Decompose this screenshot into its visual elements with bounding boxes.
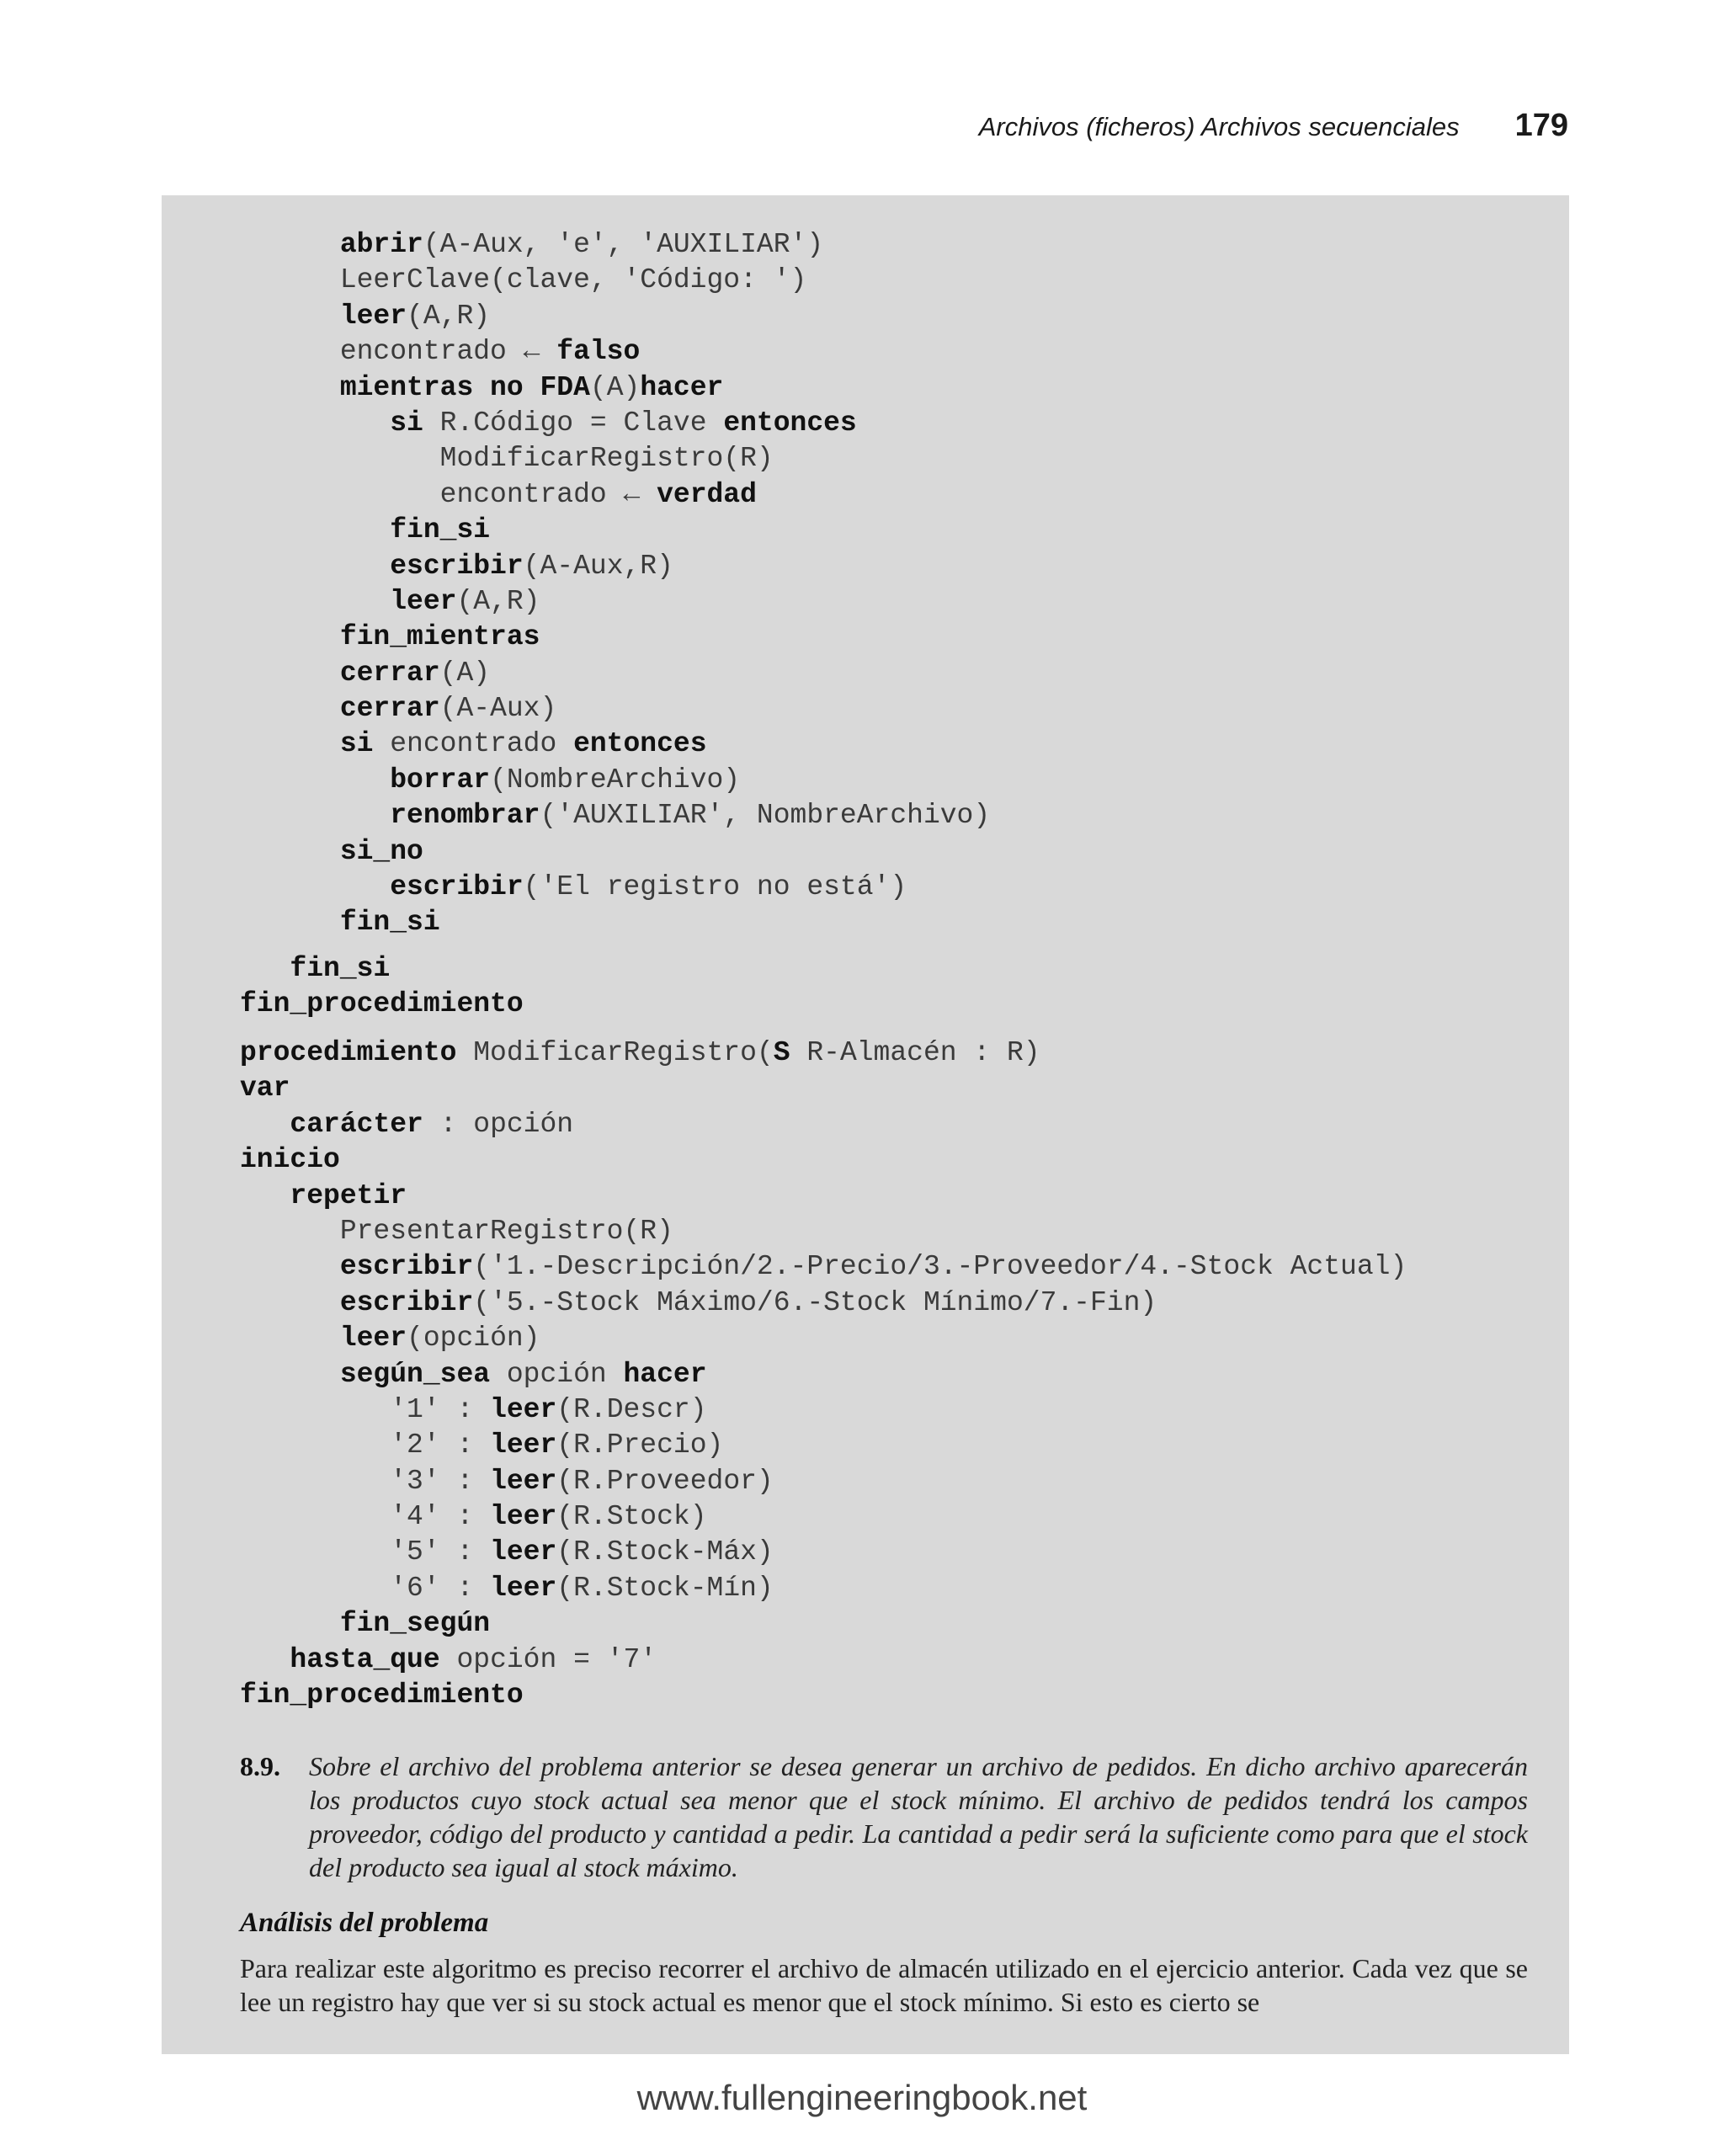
code-line: escribir(A-Aux,R) (390, 550, 673, 582)
code-line: escribir('5.-Stock Máximo/6.-Stock Mínimo/7.-Fin) (339, 1286, 1157, 1318)
code-keyword: repetir (290, 1179, 407, 1211)
code-line (240, 1179, 1553, 1214)
code-keyword: leer (490, 1429, 557, 1461)
page-number: 179 (1514, 108, 1568, 143)
code-block-end (240, 951, 1553, 1023)
code-line (240, 905, 1553, 940)
footer-url: www.fullengineeringbook.net (636, 2078, 1088, 2117)
code-line (240, 1142, 1553, 1178)
running-title: Archivos (ficheros) Archivos secuenciales (978, 112, 1460, 141)
code-keyword: escribir (390, 871, 524, 903)
code-keyword: cerrar (339, 693, 440, 725)
code-line: encontrado ← verdad (240, 478, 757, 510)
code-keyword: mientras no FDA (339, 371, 590, 403)
code-line: '2' : leer(R.Precio) (240, 1429, 724, 1461)
code-line: leer(A,R) (339, 300, 491, 332)
code-keyword: escribir (339, 1286, 474, 1318)
code-keyword: fin_procedimiento (240, 1680, 524, 1711)
code-keyword: verdad (657, 478, 757, 510)
code-keyword: leer (490, 1465, 557, 1497)
code-keyword: escribir (339, 1251, 474, 1283)
code-keyword: hasta_que (290, 1643, 440, 1675)
code-line (240, 1071, 1553, 1106)
code-keyword: escribir (390, 550, 524, 582)
code-line (240, 834, 1553, 870)
code-keyword: leer (490, 1393, 557, 1425)
code-keyword: si (339, 728, 374, 760)
code-keyword: leer (490, 1536, 557, 1568)
code-line: '4' : leer(R.Stock) (240, 1501, 707, 1533)
code-line (240, 1678, 1553, 1713)
code-line (240, 987, 1553, 1022)
code-block-main (240, 227, 1553, 941)
code-line (240, 1606, 1553, 1642)
code-block-procedure (240, 1035, 1553, 1713)
code-line: hasta_que opción = '7' (290, 1643, 657, 1675)
code-keyword: leer (490, 1501, 557, 1533)
code-keyword: var (240, 1073, 290, 1105)
problem-statement (240, 1749, 1528, 1884)
code-keyword: falso (556, 336, 641, 368)
code-keyword: fin_si (290, 953, 391, 984)
code-line: '6' : leer(R.Stock-Mín) (240, 1572, 774, 1604)
code-keyword: fin_si (339, 907, 440, 939)
code-line: renombrar('AUXILIAR', NombreArchivo) (390, 800, 991, 832)
analysis-heading: Análisis del problema (240, 1908, 489, 1938)
code-keyword: leer (390, 585, 457, 617)
code-keyword: leer (339, 300, 407, 332)
code-keyword: borrar (390, 764, 491, 796)
code-line (240, 620, 1553, 655)
code-line: mientras no FDA(A)hacer (339, 371, 724, 403)
code-keyword: entonces (723, 407, 857, 439)
code-keyword: hacer (623, 1358, 707, 1390)
code-line: encontrado ← falso (240, 336, 641, 368)
code-line: '5' : leer(R.Stock-Máx) (240, 1536, 774, 1568)
code-keyword: carácter (290, 1108, 423, 1140)
code-line: si R.Código = Clave entonces (390, 407, 857, 439)
code-line: leer(opción) (339, 1323, 540, 1355)
code-keyword: procedimiento (240, 1037, 457, 1068)
code-line (240, 513, 1553, 548)
code-line: LeerClave(clave, 'Código: ') (240, 264, 807, 296)
code-line: cerrar(A) (339, 657, 491, 689)
code-keyword: entonces (573, 728, 707, 760)
problem-text: Sobre el archivo del problema anterior se desea generar un archivo de pedidos. En dicho archivo aparecerán los productos cuyo stock actual sea menor que el stock mínimo. El archivo de pedidos tendrá los campos proveedor, código del producto y cantidad a pedir. La cantidad a pedir será la suficiente como para que el stock del producto sea igual al stock máximo. (309, 1751, 1528, 1882)
code-keyword: si_no (339, 835, 423, 867)
code-keyword: hacer (640, 371, 724, 403)
code-line: procedimiento ModificarRegistro(S R-Almacén : R) (240, 1037, 1040, 1068)
code-line: escribir('El registro no está') (390, 871, 907, 903)
code-line: según_sea opción hacer (339, 1358, 707, 1390)
problem-number: 8.9. (240, 1751, 280, 1781)
code-line: '3' : leer(R.Proveedor) (240, 1465, 774, 1497)
code-line: borrar(NombreArchivo) (390, 764, 741, 796)
code-line: ModificarRegistro(R) (240, 443, 774, 475)
page-header (979, 108, 1568, 148)
code-keyword: leer (339, 1323, 407, 1355)
code-keyword: inicio (240, 1144, 340, 1176)
code-line: escribir('1.-Descripción/2.-Precio/3.-Proveedor/4.-Stock Actual) (339, 1251, 1407, 1283)
code-keyword: fin_si (390, 514, 491, 546)
code-keyword: S (773, 1037, 790, 1068)
code-keyword: según_sea (339, 1358, 491, 1390)
code-line: cerrar(A-Aux) (339, 693, 557, 725)
code-keyword: fin_según (339, 1608, 491, 1640)
code-keyword: fin_procedimiento (240, 988, 524, 1020)
code-line (240, 951, 1553, 987)
code-line: leer(A,R) (390, 585, 540, 617)
code-keyword: fin_mientras (339, 621, 540, 653)
code-line: si encontrado entonces (339, 728, 707, 760)
code-keyword: leer (490, 1572, 557, 1604)
code-line: abrir(A-Aux, 'e', 'AUXILIAR') (339, 229, 824, 260)
code-line: carácter : opción (290, 1108, 574, 1140)
code-keyword: renombrar (390, 800, 540, 832)
code-line: '1' : leer(R.Descr) (240, 1393, 707, 1425)
analysis-text: Para realizar este algoritmo es preciso recorrer el archivo de almacén utilizado en el ejercicio anterior. Cada vez que se lee un registro hay que ver si su stock actual es menor que el stock mínimo. Si esto es cierto se (240, 1953, 1528, 2017)
code-keyword: abrir (339, 229, 423, 260)
code-keyword: si (390, 407, 423, 439)
code-keyword: cerrar (339, 657, 440, 689)
code-line: PresentarRegistro(R) (240, 1215, 673, 1247)
